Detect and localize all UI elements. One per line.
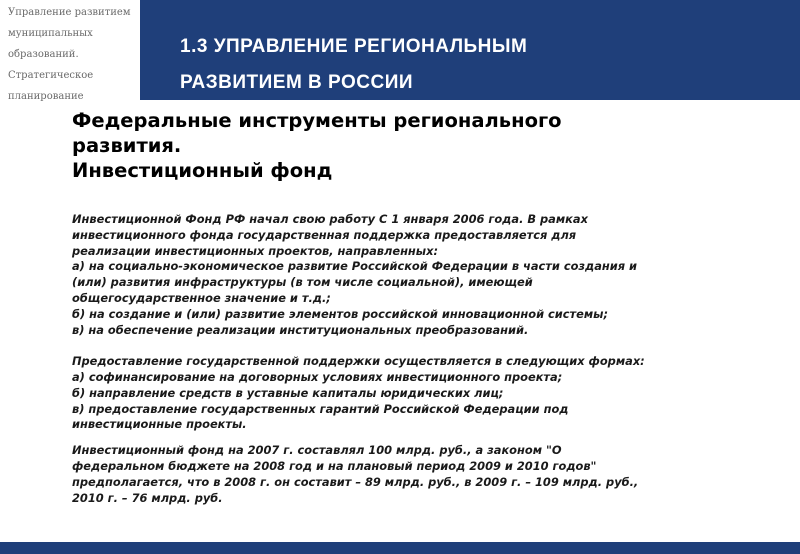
corner-line: Стратегическое (8, 70, 94, 81)
body-line: инвестиционные проекты. (72, 417, 247, 432)
corner-line: образований. (8, 49, 79, 60)
heading-line: Инвестиционный фонд (72, 159, 333, 182)
section-heading (72, 108, 772, 183)
body-line: а) на социально-экономическое развитие Российской Федерации в части создания и (72, 259, 638, 274)
corner-line: муниципальных (8, 28, 93, 39)
body-line: общегосударственное значение и т.д.; (72, 290, 331, 305)
body-line: Инвестиционной Фонд РФ начал свою работу С 1 января 2006 года. В рамках (72, 212, 588, 226)
body-line: (или) развития инфраструктуры (в том числе социальной), имеющей (72, 275, 533, 290)
body-line: б) на создание и (или) развитие элементов российской инновационной системы; (72, 306, 609, 321)
body-line: б) направление средств в уставные капиталы юридических лиц; (72, 385, 504, 400)
heading-line: развития. (72, 134, 182, 157)
corner-line: планирование (8, 91, 84, 102)
footer-band (0, 542, 800, 554)
body-line: 2010 г. – 76 млрд. руб. (72, 490, 223, 505)
body-line: в) предоставление государственных гарантий Российской Федерации под (72, 401, 569, 416)
body-line: предполагается, что в 2008 г. он составит – 89 млрд. руб., в 2009 г. – 109 млрд. руб., (72, 474, 639, 489)
corner-label (8, 2, 142, 107)
slide-title-line-2: РАЗВИТИЕМ В РОССИИ (180, 72, 414, 93)
corner-label-box (0, 0, 140, 108)
body-text (72, 212, 788, 506)
heading-line: Федеральные инструменты регионального (72, 109, 562, 132)
body-line: а) софинансирование на договорных условиях инвестиционного проекта; (72, 369, 563, 384)
body-line: Инвестиционный фонд на 2007 г. составлял 100 млрд. руб., а законом "О (72, 443, 562, 458)
body-line: в) на обеспечение реализации институциональных преобразований. (72, 322, 529, 337)
body-line: Предоставление государственной поддержки осуществляется в следующих формах: (72, 354, 645, 369)
body-line: инвестиционного фонда государственная поддержка предоставляется для (72, 227, 577, 242)
body-line: федеральном бюджете на 2008 год и на плановый период 2009 и 2010 годов" (72, 458, 597, 473)
corner-line: Управление развитием (8, 7, 131, 18)
slide-title-line-1: 1.3 УПРАВЛЕНИЕ РЕГИОНАЛЬНЫМ (180, 36, 528, 57)
body-line: реализации инвестиционных проектов, направленных: (72, 243, 439, 258)
